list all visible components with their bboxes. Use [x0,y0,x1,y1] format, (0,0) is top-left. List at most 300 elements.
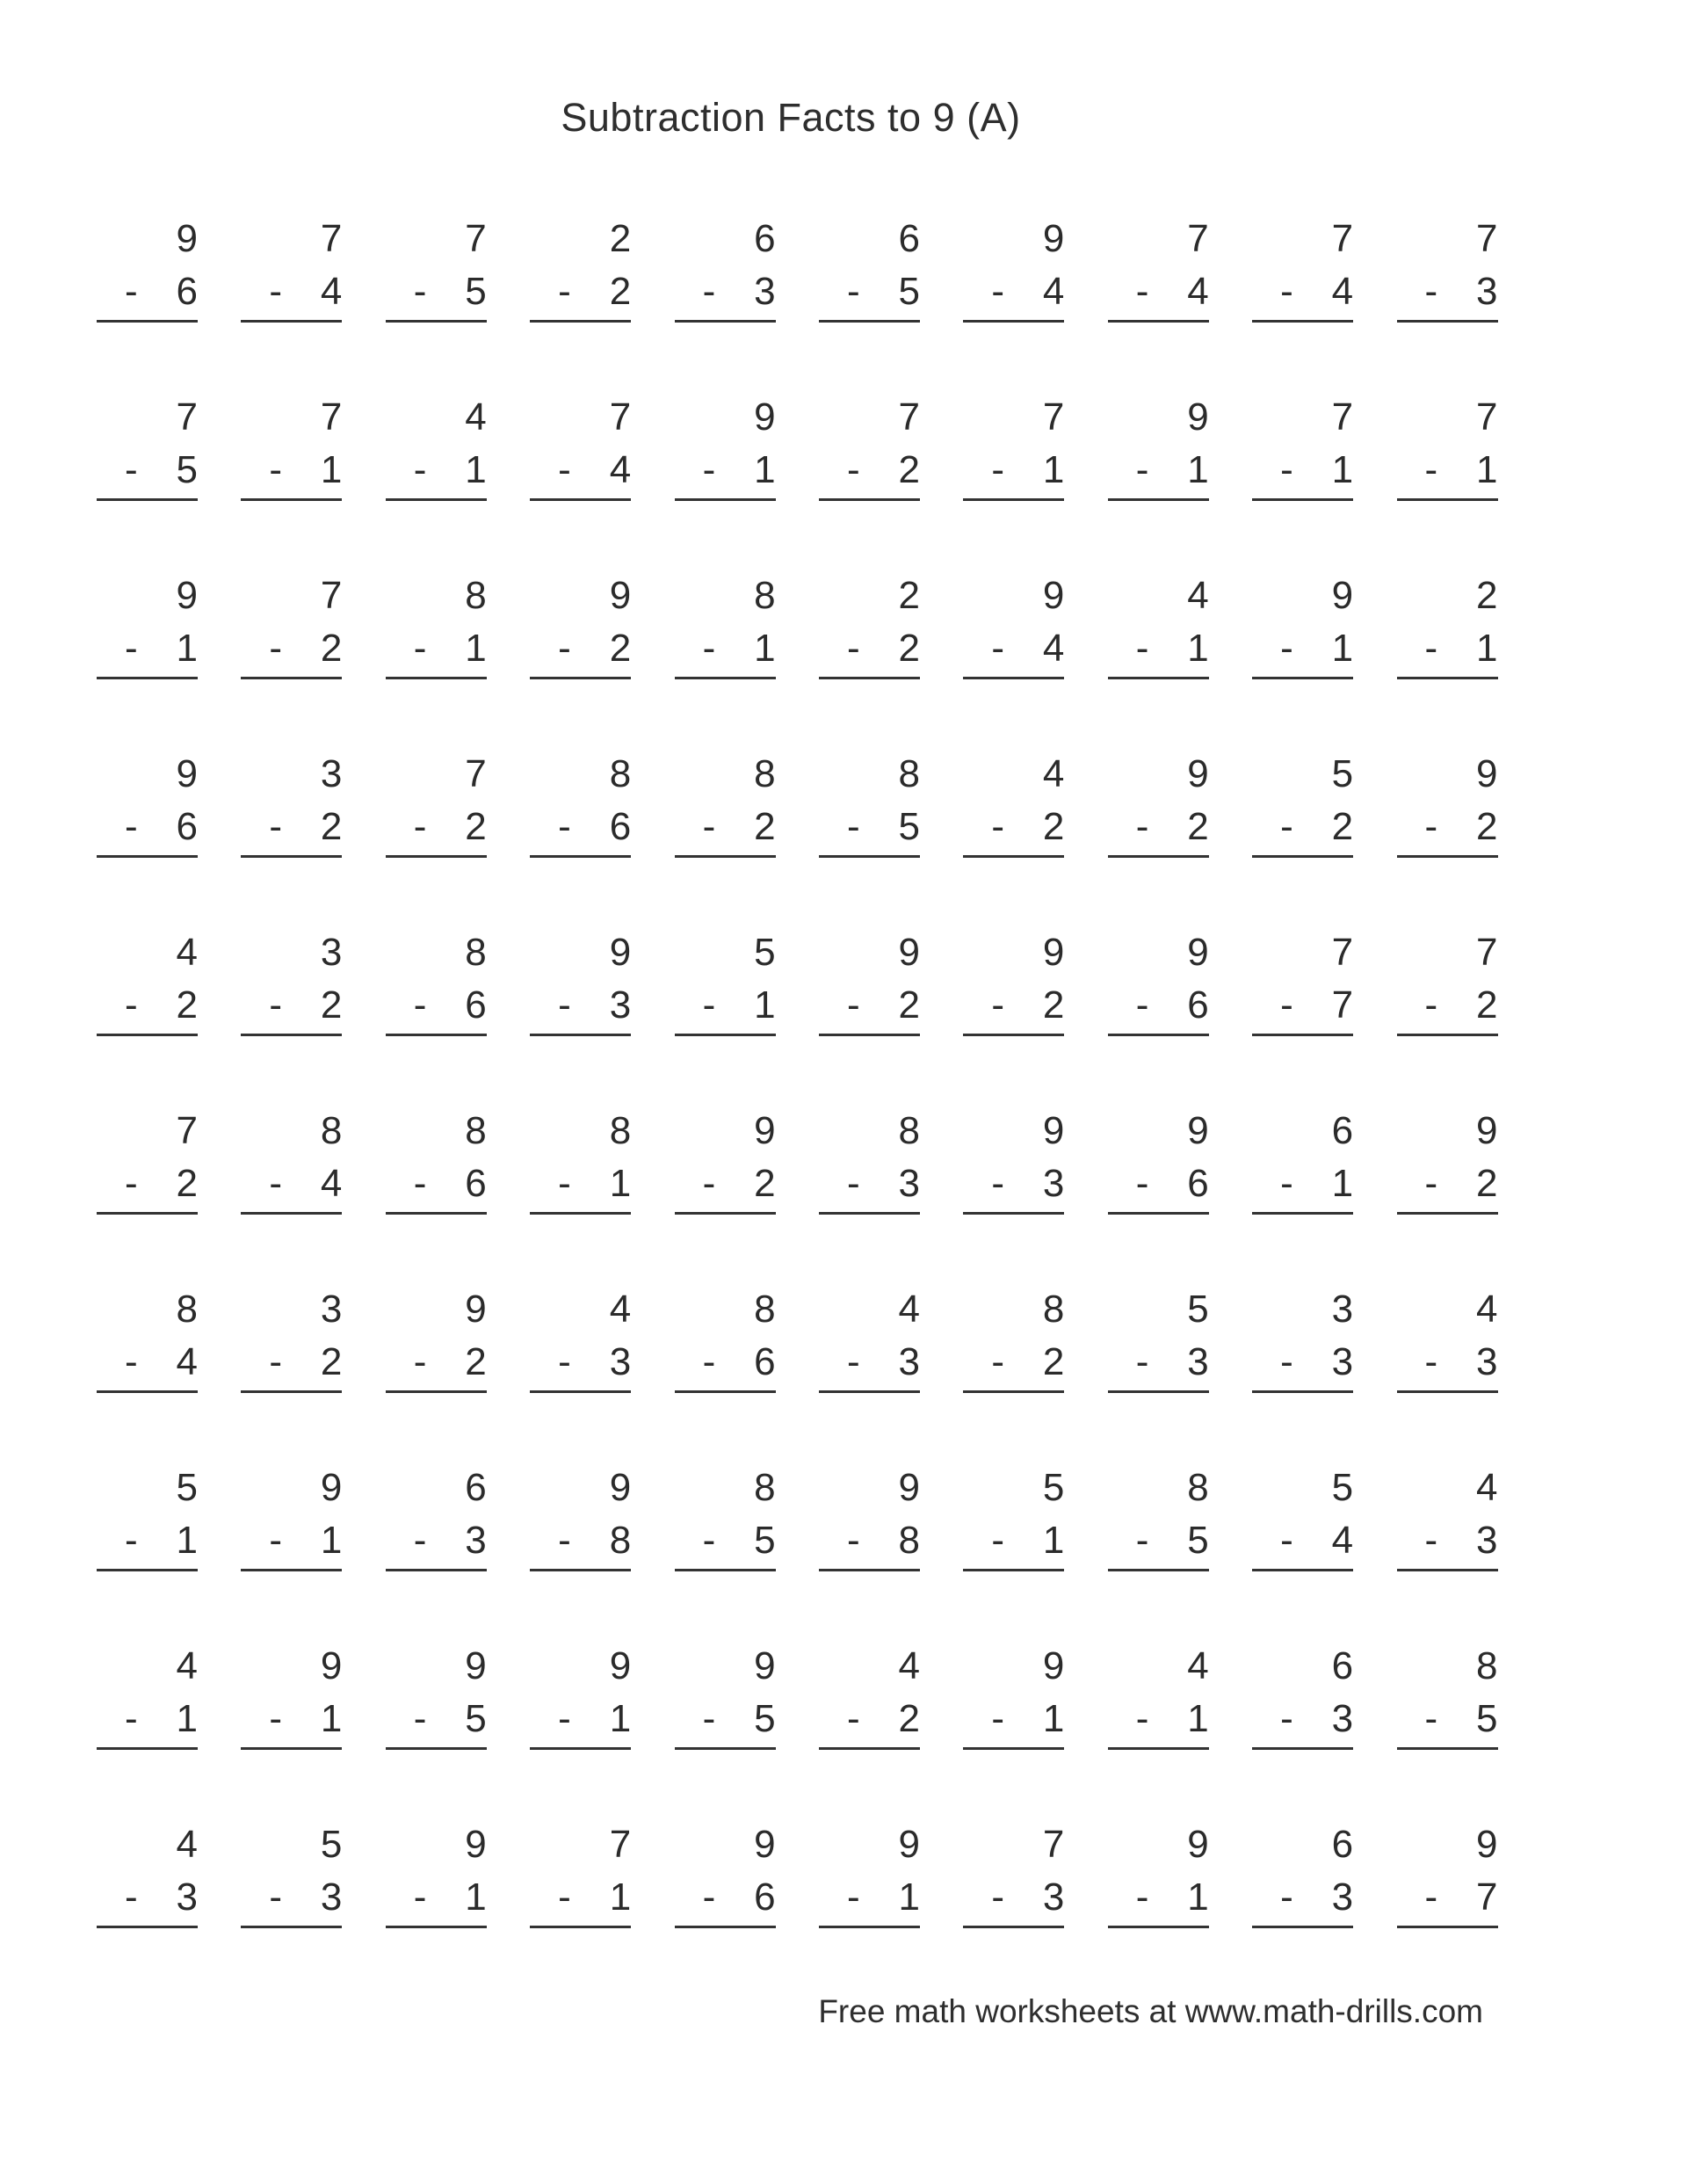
subtrahend: 3 [1331,1340,1354,1383]
minuend: 4 [898,1644,920,1687]
answer-line [675,1390,776,1393]
problem [819,744,920,879]
answer-line [97,1747,198,1750]
minuend: 8 [1476,1644,1498,1687]
minuend: 6 [465,1466,487,1509]
subtrahend: 3 [609,983,632,1027]
minus-sign: - [1280,1162,1293,1205]
problem [963,566,1064,700]
problem [530,1636,631,1771]
minuend: 5 [1042,1466,1065,1509]
problem [97,1280,198,1414]
problem [819,1458,920,1593]
minuend: 7 [1476,395,1498,439]
minus-sign: - [413,983,427,1027]
minuend: 9 [1476,1823,1498,1866]
problem [1108,1101,1209,1236]
problem [1108,1815,1209,1949]
minus-sign: - [1135,1519,1149,1562]
subtrahend: 1 [1187,1876,1209,1919]
answer-line [241,1569,342,1571]
minus-sign: - [269,983,283,1027]
minus-sign: - [125,1162,138,1205]
subtrahend: 5 [1476,1697,1498,1740]
answer-line [1252,855,1353,858]
problem [675,744,776,879]
answer-line [241,1212,342,1215]
minuend: 3 [320,1288,343,1331]
subtrahend: 7 [1331,983,1354,1027]
answer-line [386,320,487,323]
problem [963,1815,1064,1949]
subtrahend: 5 [754,1519,776,1562]
minus-sign: - [702,1876,716,1919]
subtrahend: 2 [1476,1162,1498,1205]
problem [1397,744,1498,879]
minus-sign: - [1135,1340,1149,1383]
problem [675,1636,776,1771]
problem [1397,1280,1498,1414]
problem [1397,1458,1498,1593]
minuend: 8 [465,1109,487,1152]
minus-sign: - [846,270,860,313]
minus-sign: - [413,1876,427,1919]
answer-line [1252,1926,1353,1928]
minus-sign: - [1424,448,1438,491]
subtrahend: 5 [898,805,920,848]
answer-line [819,1390,920,1393]
answer-line [530,1212,631,1215]
answer-line [675,1569,776,1571]
subtrahend: 1 [1476,448,1498,491]
minus-sign: - [1135,270,1149,313]
subtrahend: 8 [898,1519,920,1562]
minus-sign: - [1135,1697,1149,1740]
subtrahend: 2 [176,983,198,1027]
problem [1397,1815,1498,1949]
answer-line [1108,677,1209,679]
subtrahend: 2 [465,805,487,848]
problem [819,1280,920,1414]
minuend: 9 [320,1466,343,1509]
answer-line [97,1926,198,1928]
answer-line [819,1926,920,1928]
minuend: 9 [1187,1823,1209,1866]
problem [97,1815,198,1949]
problem [97,744,198,879]
subtrahend: 2 [1476,805,1498,848]
minus-sign: - [1135,627,1149,670]
problem [675,1815,776,1949]
minuend: 9 [1042,931,1065,974]
problem [1108,1458,1209,1593]
problem [241,1280,342,1414]
subtrahend: 1 [754,448,776,491]
minus-sign: - [413,270,427,313]
minuend: 9 [176,217,198,260]
minuend: 9 [465,1288,487,1331]
answer-line [675,498,776,501]
subtrahend: 1 [609,1697,632,1740]
answer-line [1108,1212,1209,1215]
answer-line [241,320,342,323]
minus-sign: - [991,1876,1004,1919]
minus-sign: - [991,983,1004,1027]
worksheet-title: Subtraction Facts to 9 (A) [561,95,1021,140]
minuend: 9 [609,931,632,974]
answer-line [386,1926,487,1928]
subtrahend: 2 [320,1340,343,1383]
minuend: 9 [1476,752,1498,795]
problem [530,1458,631,1593]
answer-line [1108,1569,1209,1571]
problem-grid [97,209,1546,1949]
minuend: 9 [754,1644,776,1687]
subtrahend: 1 [320,1519,343,1562]
problem [241,1101,342,1236]
minuend: 9 [898,1466,920,1509]
answer-line [386,1569,487,1571]
answer-line [819,1569,920,1571]
subtrahend: 4 [1331,1519,1354,1562]
problem [530,923,631,1057]
subtrahend: 5 [754,1697,776,1740]
subtrahend: 2 [320,805,343,848]
minuend: 6 [1331,1644,1354,1687]
answer-line [97,1034,198,1036]
minuend: 2 [609,217,632,260]
subtrahend: 1 [754,627,776,670]
minuend: 7 [1187,217,1209,260]
problem [819,209,920,344]
answer-line [1252,677,1353,679]
subtrahend: 1 [1187,448,1209,491]
answer-line [963,1926,1064,1928]
subtrahend: 4 [320,1162,343,1205]
minuend: 4 [176,931,198,974]
subtrahend: 1 [1187,627,1209,670]
answer-line [1108,320,1209,323]
subtrahend: 1 [320,1697,343,1740]
problem [241,1458,342,1593]
minus-sign: - [125,983,138,1027]
answer-line [386,1747,487,1750]
answer-line [241,1747,342,1750]
minus-sign: - [846,1340,860,1383]
minuend: 3 [320,931,343,974]
subtrahend: 3 [754,270,776,313]
answer-line [675,855,776,858]
problem [1108,923,1209,1057]
minuend: 5 [754,931,776,974]
minus-sign: - [1424,270,1438,313]
answer-line [1397,1926,1498,1928]
minus-sign: - [1424,627,1438,670]
minus-sign: - [1280,627,1293,670]
minuend: 7 [320,395,343,439]
problem [241,744,342,879]
minus-sign: - [1424,1876,1438,1919]
minuend: 9 [465,1823,487,1866]
minus-sign: - [702,805,716,848]
problem [97,566,198,700]
answer-line [97,498,198,501]
minuend: 9 [1187,752,1209,795]
minus-sign: - [702,627,716,670]
answer-line [1252,1747,1353,1750]
minus-sign: - [702,1340,716,1383]
problem [819,388,920,522]
problem [1108,1280,1209,1414]
problem [819,923,920,1057]
subtrahend: 1 [1331,627,1354,670]
subtrahend: 2 [465,1340,487,1383]
problem [963,209,1064,344]
subtrahend: 4 [609,448,632,491]
answer-line [97,1569,198,1571]
problem [963,1280,1064,1414]
problem [97,923,198,1057]
problem [675,923,776,1057]
subtrahend: 3 [1331,1876,1354,1919]
minus-sign: - [413,448,427,491]
answer-line [530,1747,631,1750]
answer-line [675,1926,776,1928]
problem [530,744,631,879]
answer-line [530,855,631,858]
subtrahend: 6 [1187,1162,1209,1205]
problem [963,388,1064,522]
problem [97,1636,198,1771]
problem [97,209,198,344]
minuend: 2 [898,574,920,617]
problem [386,566,487,700]
problem [675,209,776,344]
subtrahend: 4 [1331,270,1354,313]
subtrahend: 1 [1331,1162,1354,1205]
minuend: 4 [1476,1288,1498,1331]
minus-sign: - [125,805,138,848]
subtrahend: 1 [609,1162,632,1205]
subtrahend: 2 [898,448,920,491]
minus-sign: - [1280,270,1293,313]
answer-line [1108,855,1209,858]
subtrahend: 3 [1042,1876,1065,1919]
subtrahend: 3 [1042,1162,1065,1205]
minuend: 9 [1042,1644,1065,1687]
answer-line [675,320,776,323]
minus-sign: - [269,805,283,848]
minus-sign: - [269,1340,283,1383]
problem [241,566,342,700]
answer-line [97,677,198,679]
answer-line [819,320,920,323]
minus-sign: - [702,448,716,491]
minuend: 9 [609,1466,632,1509]
answer-line [963,320,1064,323]
problem [97,1101,198,1236]
minuend: 5 [1187,1288,1209,1331]
problem [1108,388,1209,522]
minus-sign: - [991,1162,1004,1205]
answer-line [675,1212,776,1215]
minuend: 4 [176,1823,198,1866]
subtrahend: 5 [176,448,198,491]
problem [1252,923,1353,1057]
minus-sign: - [991,1340,1004,1383]
problem [530,1280,631,1414]
subtrahend: 3 [609,1340,632,1383]
problem [241,209,342,344]
answer-line [97,1390,198,1393]
subtrahend: 4 [320,270,343,313]
problem [1397,388,1498,522]
problem [1252,1101,1353,1236]
minus-sign: - [269,1519,283,1562]
answer-line [1252,320,1353,323]
subtrahend: 5 [465,1697,487,1740]
minus-sign: - [269,448,283,491]
answer-line [1108,1747,1209,1750]
problem [386,1101,487,1236]
problem [675,566,776,700]
problem [1397,566,1498,700]
minuend: 8 [465,931,487,974]
problem [1252,388,1353,522]
minus-sign: - [1280,1876,1293,1919]
minus-sign: - [269,627,283,670]
minus-sign: - [846,1162,860,1205]
subtrahend: 1 [1042,1697,1065,1740]
answer-line [97,320,198,323]
minus-sign: - [991,805,1004,848]
answer-line [1252,498,1353,501]
answer-line [1252,1034,1353,1036]
minuend: 7 [1331,931,1354,974]
minuend: 7 [1042,1823,1065,1866]
minus-sign: - [1135,1876,1149,1919]
minuend: 9 [1042,574,1065,617]
problem [1252,566,1353,700]
minus-sign: - [1280,448,1293,491]
answer-line [97,1212,198,1215]
subtrahend: 2 [1042,805,1065,848]
problem [97,388,198,522]
minuend: 2 [1476,574,1498,617]
minus-sign: - [702,1519,716,1562]
subtrahend: 1 [898,1876,920,1919]
minus-sign: - [125,1340,138,1383]
answer-line [386,1390,487,1393]
minus-sign: - [1135,805,1149,848]
subtrahend: 2 [754,805,776,848]
answer-line [819,1034,920,1036]
minuend: 4 [176,1644,198,1687]
problem [1397,923,1498,1057]
problem [241,1636,342,1771]
minus-sign: - [1280,983,1293,1027]
minuend: 9 [898,931,920,974]
minus-sign: - [558,1519,571,1562]
minus-sign: - [558,1162,571,1205]
problem [1397,1636,1498,1771]
minus-sign: - [1280,1697,1293,1740]
subtrahend: 2 [898,1697,920,1740]
minuend: 7 [465,217,487,260]
minus-sign: - [1424,1697,1438,1740]
minus-sign: - [125,1697,138,1740]
subtrahend: 7 [1476,1876,1498,1919]
minus-sign: - [558,1340,571,1383]
answer-line [1397,320,1498,323]
problem [819,1636,920,1771]
minus-sign: - [413,1519,427,1562]
minus-sign: - [846,1519,860,1562]
problem [1252,744,1353,879]
minuend: 9 [1042,217,1065,260]
minuend: 9 [754,1109,776,1152]
minuend: 8 [754,752,776,795]
problem [1252,209,1353,344]
problem [675,1280,776,1414]
minuend: 9 [1187,395,1209,439]
subtrahend: 2 [176,1162,198,1205]
subtrahend: 1 [609,1876,632,1919]
answer-line [963,1747,1064,1750]
minus-sign: - [558,1697,571,1740]
subtrahend: 4 [176,1340,198,1383]
problem [386,209,487,344]
answer-line [386,677,487,679]
minuend: 8 [1042,1288,1065,1331]
problem [1397,209,1498,344]
minuend: 4 [609,1288,632,1331]
answer-line [530,1034,631,1036]
minus-sign: - [846,1876,860,1919]
subtrahend: 6 [1187,983,1209,1027]
answer-line [819,855,920,858]
problem [530,388,631,522]
answer-line [675,1747,776,1750]
problem [1252,1458,1353,1593]
answer-line [241,498,342,501]
minus-sign: - [1424,1162,1438,1205]
minus-sign: - [269,270,283,313]
subtrahend: 1 [1042,448,1065,491]
answer-line [1397,498,1498,501]
minus-sign: - [1135,1162,1149,1205]
minuend: 7 [1331,395,1354,439]
minus-sign: - [1280,1340,1293,1383]
minus-sign: - [413,805,427,848]
minuend: 4 [1187,574,1209,617]
answer-line [675,1034,776,1036]
minus-sign: - [558,627,571,670]
subtrahend: 2 [754,1162,776,1205]
answer-line [530,498,631,501]
answer-line [241,1034,342,1036]
minus-sign: - [991,270,1004,313]
minuend: 9 [1187,931,1209,974]
problem [1108,744,1209,879]
subtrahend: 3 [898,1340,920,1383]
answer-line [241,855,342,858]
minus-sign: - [1424,805,1438,848]
minuend: 9 [465,1644,487,1687]
minus-sign: - [991,1697,1004,1740]
subtrahend: 2 [609,270,632,313]
answer-line [1397,1569,1498,1571]
